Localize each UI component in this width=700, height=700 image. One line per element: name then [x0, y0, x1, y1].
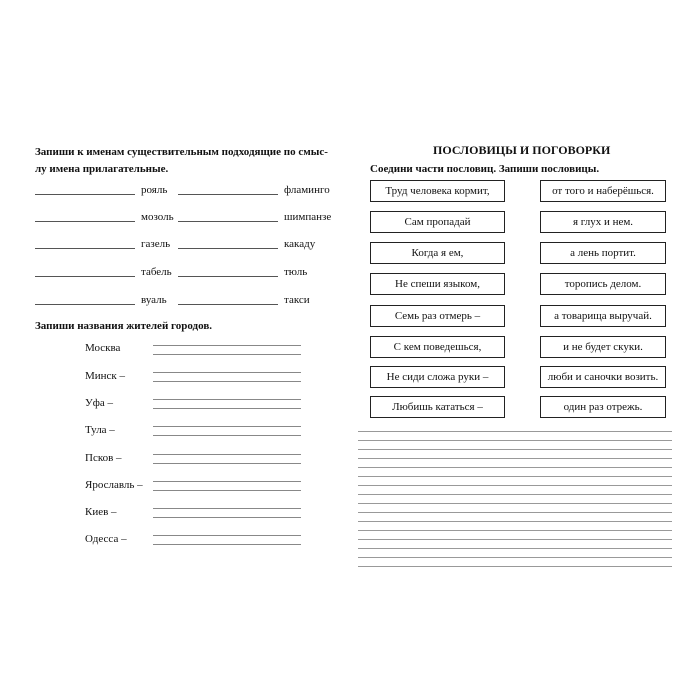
writing-line[interactable] — [358, 440, 672, 441]
proverb-end[interactable]: я глух и нем. — [540, 211, 666, 233]
answer-line[interactable] — [153, 372, 301, 373]
answer-line[interactable] — [35, 194, 135, 195]
noun-word: газель — [141, 238, 171, 250]
answer-line[interactable] — [153, 408, 301, 409]
task1-instruction-line1: Запиши к именам существительным подходящие по смыс- — [35, 146, 328, 158]
answer-line[interactable] — [35, 304, 135, 305]
city-label: Киев – — [85, 506, 117, 518]
proverb-end[interactable]: и не будет скуки. — [540, 336, 666, 358]
answer-line[interactable] — [153, 354, 301, 355]
writing-line[interactable] — [358, 548, 672, 549]
proverb-end[interactable]: один раз отрежь. — [540, 396, 666, 418]
answer-line[interactable] — [178, 276, 278, 277]
noun-word: рояль — [141, 184, 168, 196]
writing-line[interactable] — [358, 530, 672, 531]
proverb-start[interactable]: Семь раз отмерь – — [370, 305, 505, 327]
writing-line[interactable] — [358, 503, 672, 504]
task2-instruction: Запиши названия жителей городов. — [35, 320, 213, 332]
writing-line[interactable] — [358, 539, 672, 540]
proverb-start[interactable]: Когда я ем, — [370, 242, 505, 264]
proverb-start[interactable]: С кем поведешься, — [370, 336, 505, 358]
noun-word: шимпанзе — [284, 211, 332, 223]
answer-line[interactable] — [178, 248, 278, 249]
answer-line[interactable] — [153, 481, 301, 482]
noun-word: фламинго — [284, 184, 330, 196]
writing-line[interactable] — [358, 467, 672, 468]
proverb-end[interactable]: торопись делом. — [540, 273, 666, 295]
task1-instruction-line2: лу имена прилагательные. — [35, 163, 169, 175]
noun-word: мозоль — [141, 211, 174, 223]
proverb-start[interactable]: Труд человека кормит, — [370, 180, 505, 202]
proverb-start[interactable]: Сам пропадай — [370, 211, 505, 233]
noun-word: тюль — [284, 266, 308, 278]
answer-line[interactable] — [35, 276, 135, 277]
answer-line[interactable] — [35, 221, 135, 222]
writing-line[interactable] — [358, 431, 672, 432]
writing-line[interactable] — [358, 557, 672, 558]
writing-line[interactable] — [358, 458, 672, 459]
section-title: ПОСЛОВИЦЫ И ПОГОВОРКИ — [433, 143, 611, 157]
city-label: Одесса – — [85, 533, 127, 545]
answer-line[interactable] — [153, 381, 301, 382]
writing-line[interactable] — [358, 449, 672, 450]
proverb-end[interactable]: люби и саночки возить. — [540, 366, 666, 388]
answer-line[interactable] — [153, 517, 301, 518]
city-label: Псков – — [85, 452, 122, 464]
city-label: Минск – — [85, 370, 126, 382]
noun-word: какаду — [284, 238, 316, 250]
answer-line[interactable] — [178, 221, 278, 222]
noun-word: такси — [284, 294, 310, 306]
noun-word: вуаль — [141, 294, 167, 306]
answer-line[interactable] — [178, 194, 278, 195]
writing-line[interactable] — [358, 566, 672, 567]
proverb-start[interactable]: Не сиди сложа руки – — [370, 366, 505, 388]
task1-instruction — [35, 144, 335, 178]
writing-line[interactable] — [358, 512, 672, 513]
city-label: Ярославль – — [85, 479, 143, 491]
proverbs-instruction: Соедини части пословиц. Запиши пословицы. — [370, 163, 600, 175]
writing-line[interactable] — [358, 485, 672, 486]
answer-line[interactable] — [153, 508, 301, 509]
answer-line[interactable] — [153, 544, 301, 545]
proverb-end[interactable]: а товарища выручай. — [540, 305, 666, 327]
city-label: Уфа – — [85, 397, 114, 409]
writing-line[interactable] — [358, 521, 672, 522]
answer-line[interactable] — [153, 535, 301, 536]
answer-line[interactable] — [153, 490, 301, 491]
answer-line[interactable] — [153, 463, 301, 464]
proverb-start[interactable]: Не спеши языком, — [370, 273, 505, 295]
proverb-end[interactable]: а лень портит. — [540, 242, 666, 264]
noun-word: табель — [141, 266, 172, 278]
answer-line[interactable] — [153, 399, 301, 400]
proverb-start[interactable]: Любишь кататься – — [370, 396, 505, 418]
writing-line[interactable] — [358, 494, 672, 495]
answer-line[interactable] — [153, 454, 301, 455]
answer-line[interactable] — [178, 304, 278, 305]
proverb-end[interactable]: от того и наберёшься. — [540, 180, 666, 202]
answer-line[interactable] — [153, 345, 301, 346]
writing-line[interactable] — [358, 476, 672, 477]
city-label: Москва — [85, 342, 121, 354]
answer-line[interactable] — [35, 248, 135, 249]
answer-line[interactable] — [153, 426, 301, 427]
city-label: Тула – — [85, 424, 115, 436]
answer-line[interactable] — [153, 435, 301, 436]
